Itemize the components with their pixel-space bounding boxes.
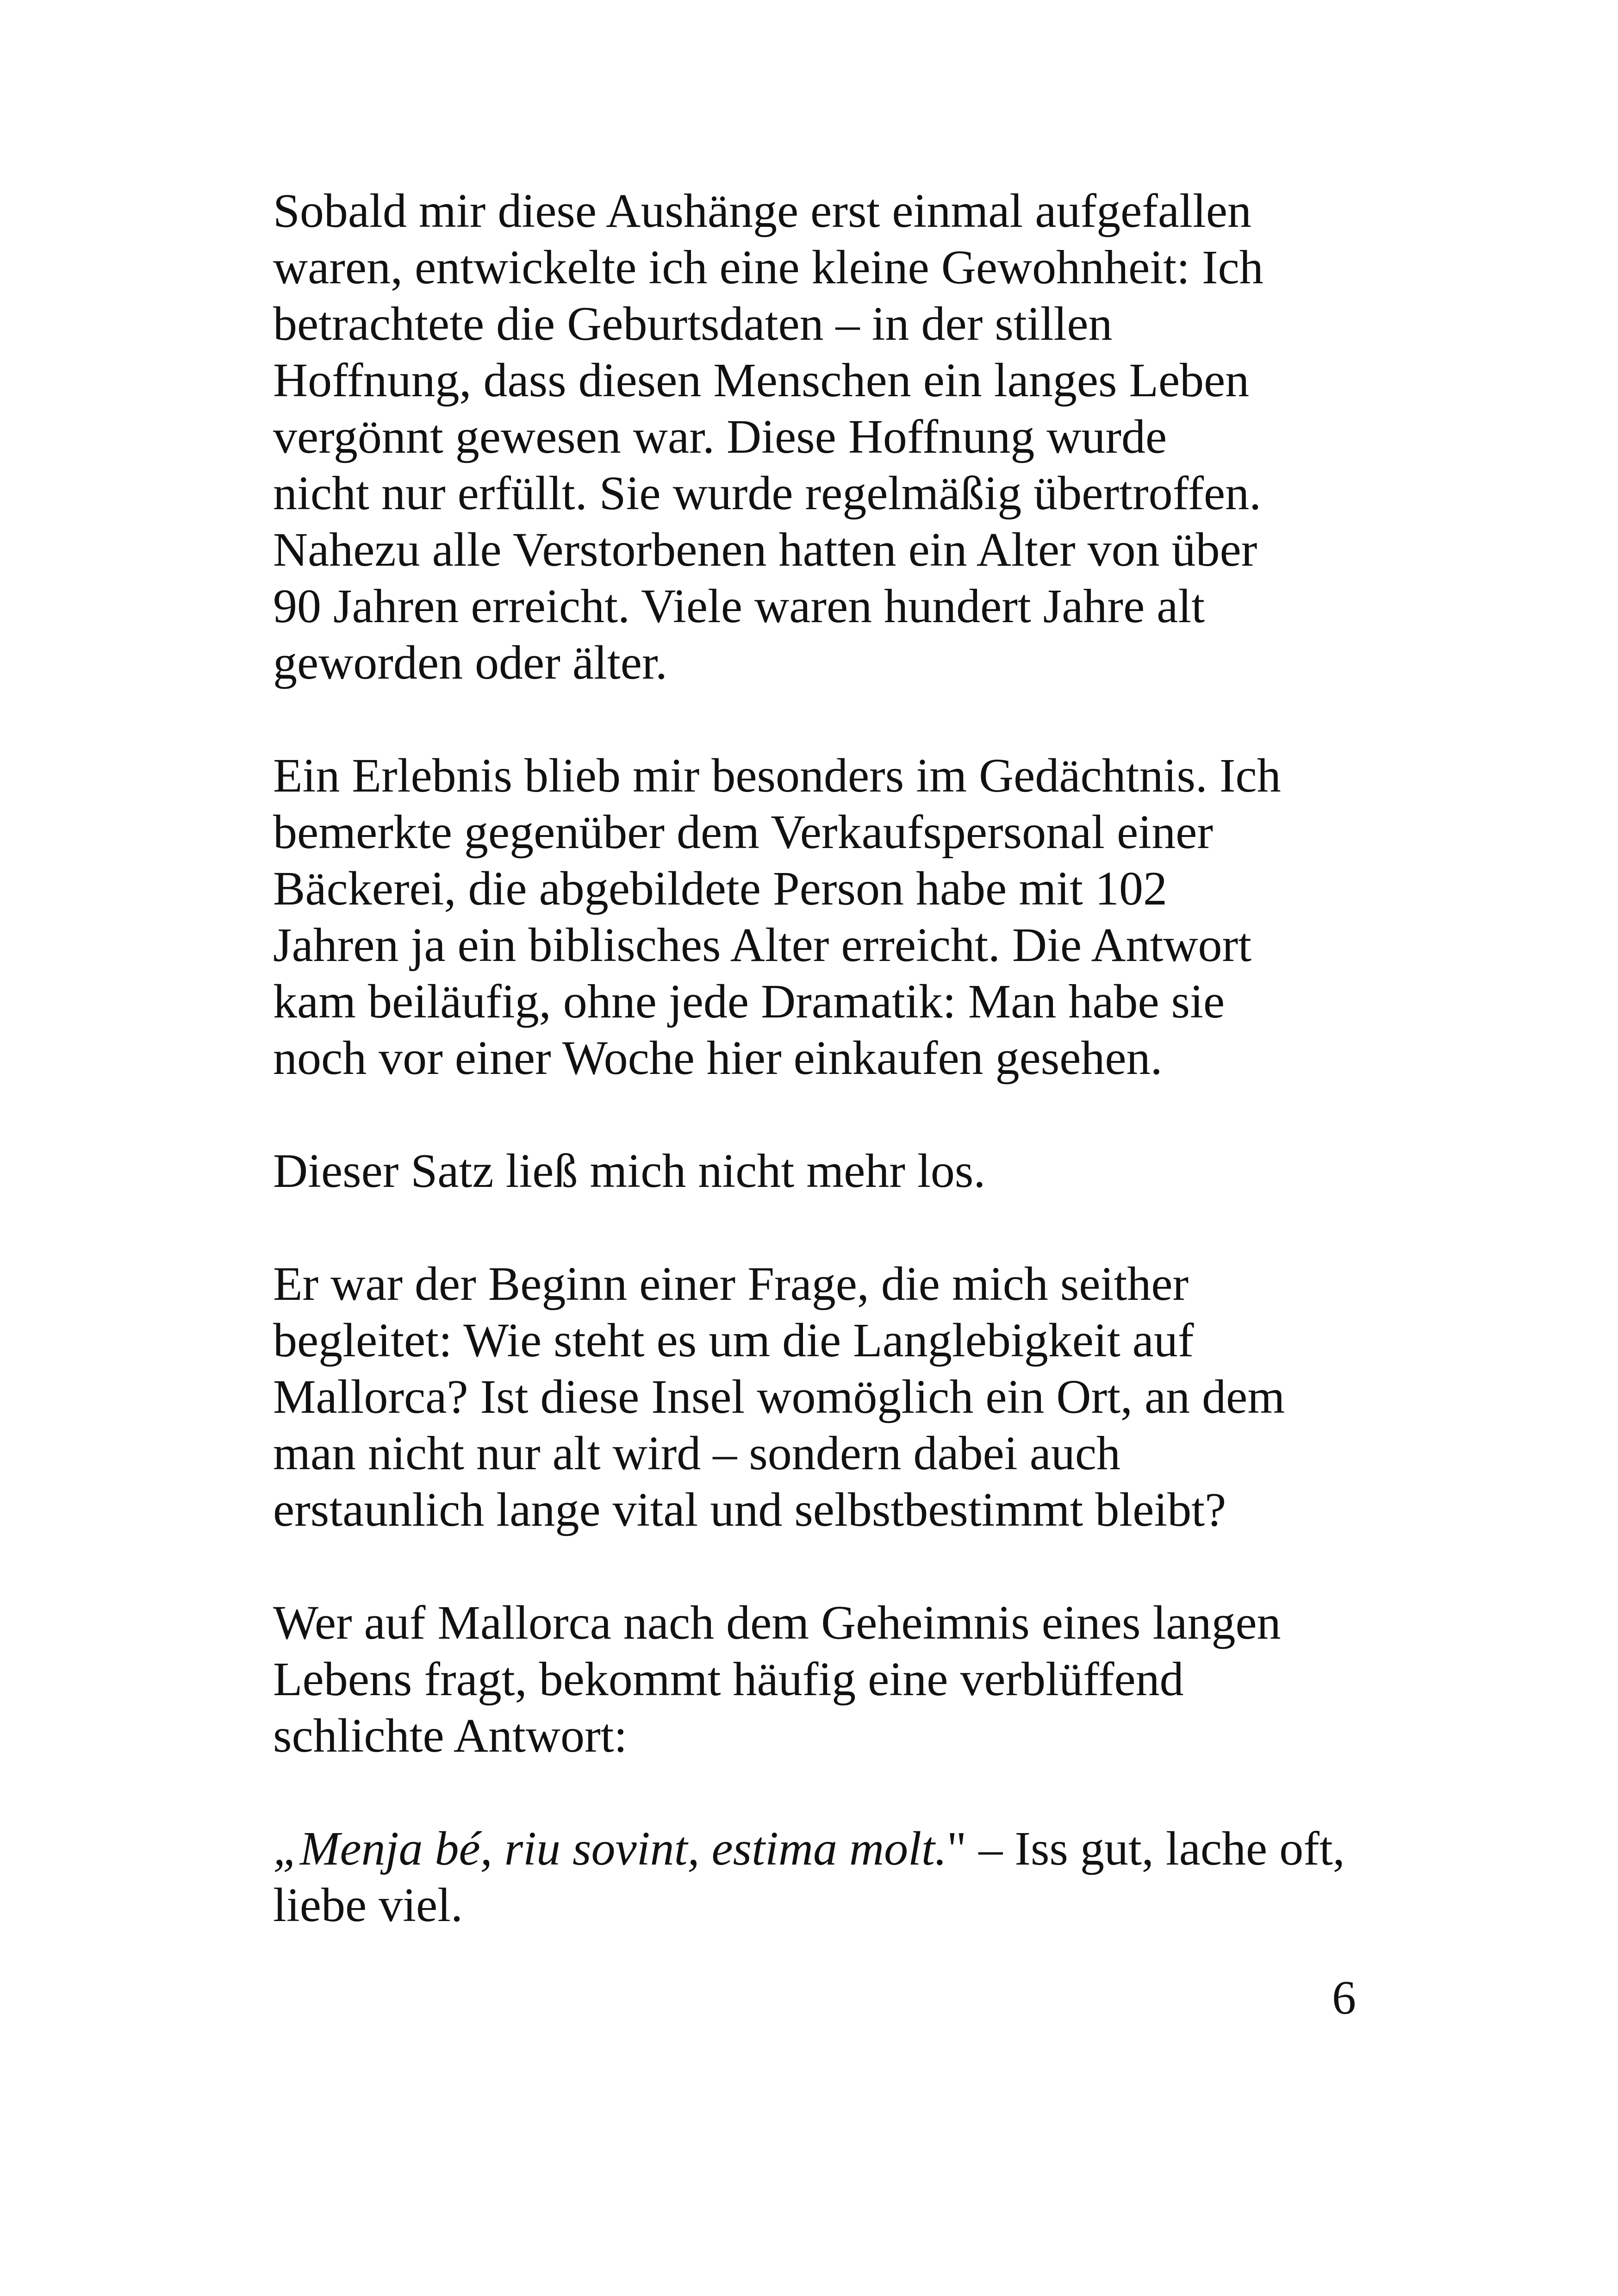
text-line: kam beiläufig, ohne jede Dramatik: Man habe sie (273, 975, 1225, 1028)
text-line: waren, entwickelte ich eine kleine Gewohnheit: Ich (273, 241, 1263, 294)
catalan-quote: „Menja bé, riu sovint, estima molt. (273, 1822, 947, 1875)
text-line: Wer auf Mallorca nach dem Geheimnis eines langen (273, 1596, 1281, 1649)
text-line: Sobald mir diese Aushänge erst einmal aufgefallen (273, 184, 1252, 237)
text-line: nicht nur erfüllt. Sie wurde regelmäßig übertroffen. (273, 467, 1262, 520)
quote-paragraph (273, 1821, 1356, 1934)
text-line: noch vor einer Woche hier einkaufen gesehen. (273, 1031, 1163, 1085)
text-line: erstaunlich lange vital und selbstbestimmt bleibt? (273, 1483, 1226, 1536)
body-text (273, 183, 1356, 1990)
text-line: Er war der Beginn einer Frage, die mich seither (273, 1257, 1189, 1310)
text-line: bemerkte gegenüber dem Verkaufspersonal einer (273, 805, 1213, 859)
text-line: Hoffnung, dass diesen Menschen ein langes Leben (273, 354, 1250, 407)
text-line: geworden oder älter. (273, 636, 667, 689)
paragraph-2 (273, 748, 1356, 1086)
paragraph-1 (273, 183, 1356, 691)
quote-line-2: liebe viel. (273, 1878, 463, 1932)
text-line: schlichte Antwort: (273, 1709, 628, 1762)
text-line: betrachtete die Geburtsdaten – in der stillen (273, 297, 1113, 350)
text-line: Lebens fragt, bekommt häufig eine verblüffend (273, 1653, 1184, 1706)
text-line: vergönnt gewesen war. Diese Hoffnung wurde (273, 410, 1167, 463)
quote-line (273, 1821, 1356, 1877)
text-line: Ein Erlebnis blieb mir besonders im Gedächtnis. Ich (273, 749, 1281, 802)
text-line: Jahren ja ein biblisches Alter erreicht. Die Antwort (273, 918, 1252, 972)
text-line: begleitet: Wie steht es um die Langlebigkeit auf (273, 1314, 1194, 1367)
text-line: Dieser Satz ließ mich nicht mehr los. (273, 1144, 986, 1198)
quote-translation: " – Iss gut, lache oft, (946, 1822, 1345, 1875)
page-number: 6 (1332, 1971, 1356, 2024)
text-line: 90 Jahren erreicht. Viele waren hundert Jahre alt (273, 580, 1205, 633)
text-line: Mallorca? Ist diese Insel womöglich ein Ort, an dem (273, 1370, 1285, 1423)
text-line: Nahezu alle Verstorbenen hatten ein Alter von über (273, 523, 1257, 576)
paragraph-4 (273, 1256, 1356, 1538)
text-line: Bäckerei, die abgebildete Person habe mit 102 (273, 862, 1168, 915)
paragraph-5 (273, 1595, 1356, 1764)
paragraph-3 (273, 1143, 1356, 1199)
text-line: man nicht nur alt wird – sondern dabei auch (273, 1427, 1121, 1480)
